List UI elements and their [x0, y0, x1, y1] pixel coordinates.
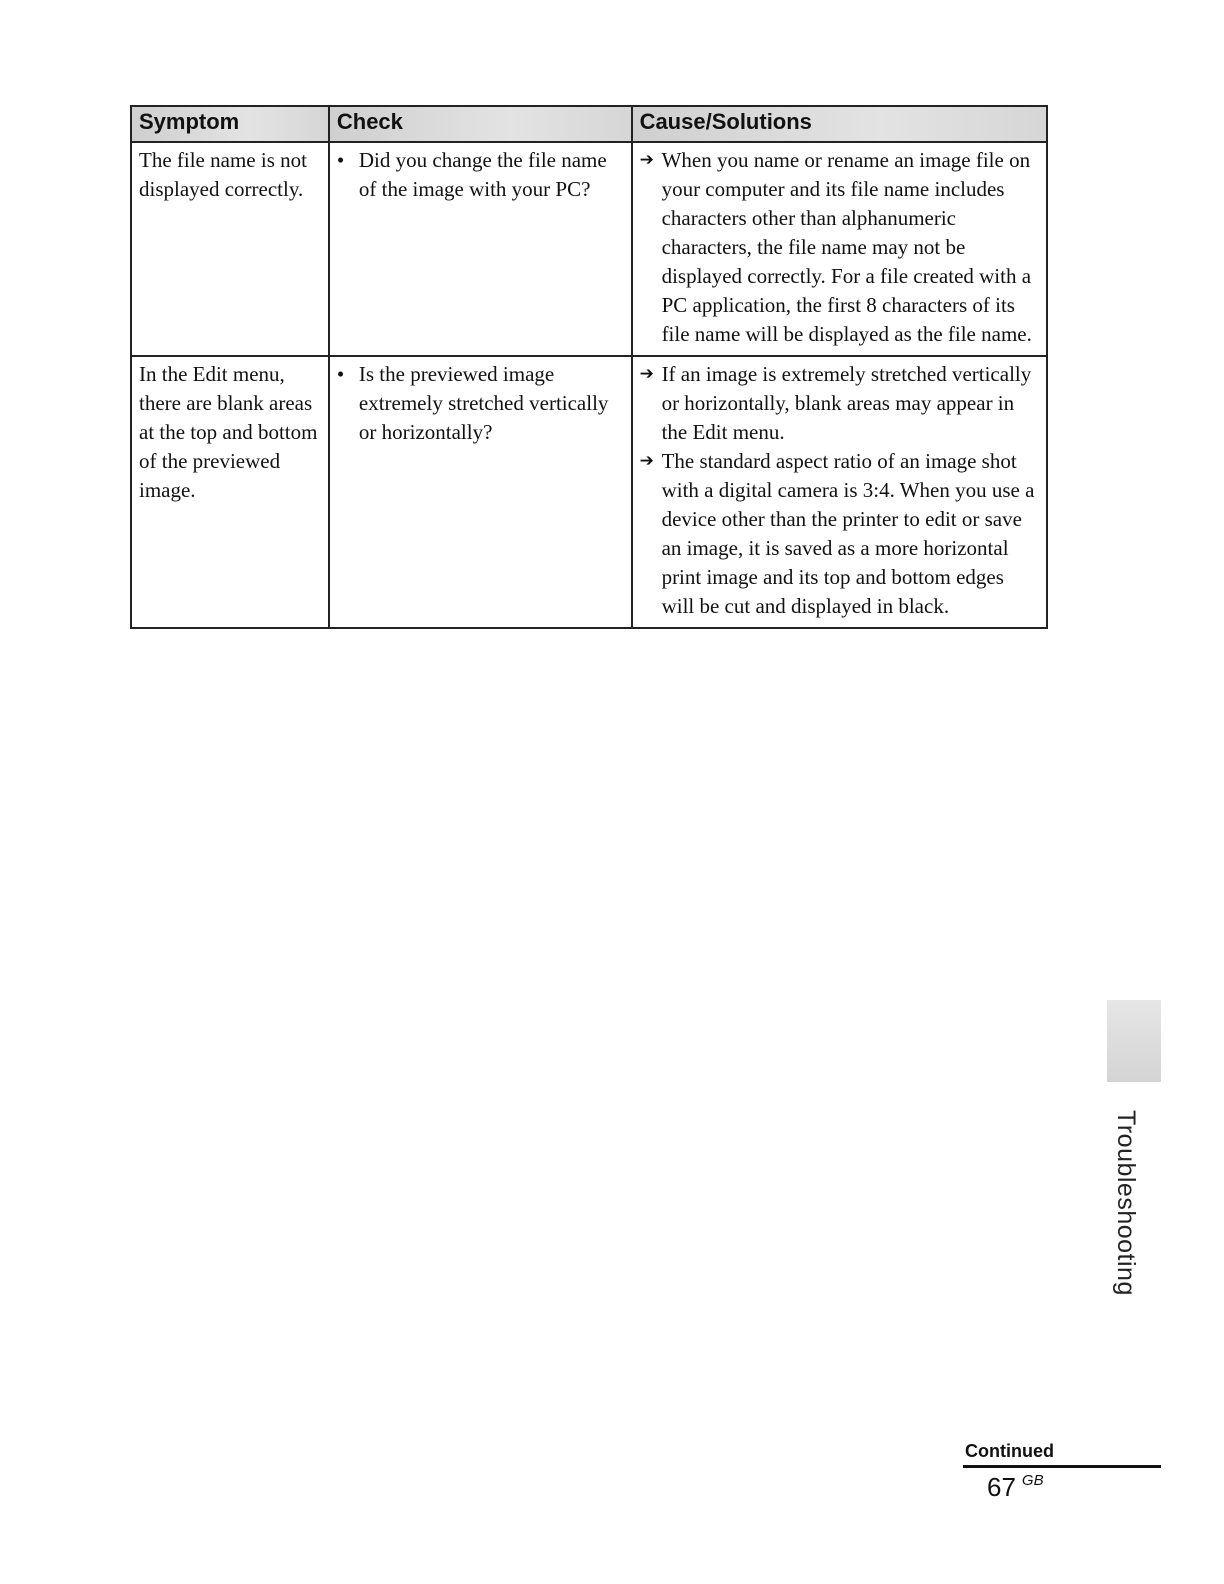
- solution-text: When you name or rename an image file on your computer and its file name includes characters other than alphanumeric characters, the file name may not be displayed correctly. For a file created with a PC application, the first 8 characters of its file name will be displayed as the file name.: [661, 148, 1032, 346]
- page-number-suffix: GB: [1021, 1472, 1044, 1489]
- section-tab-marker: [1107, 1000, 1161, 1082]
- check-cell: [329, 142, 632, 356]
- table-row: [131, 142, 1047, 356]
- continued-label: Continued: [965, 1441, 1054, 1461]
- symptom-cell: The file name is not displayed correctly.: [131, 142, 329, 356]
- arrow-icon: ➔: [639, 150, 654, 170]
- cause-cell: [632, 142, 1047, 356]
- table-header-row: [131, 106, 1047, 142]
- arrow-icon: ➔: [639, 364, 654, 384]
- page-number: [987, 1472, 1044, 1503]
- symptom-cell: In the Edit menu, there are blank areas at the top and bottom of the previewed image.: [131, 356, 329, 628]
- check-cell: [329, 356, 632, 628]
- troubleshooting-table: [130, 105, 1048, 629]
- solution-item: [640, 447, 1039, 621]
- check-bullet-item: • Is the previewed image extremely stretched vertically or horizontally?: [337, 360, 624, 447]
- footer-divider: [963, 1465, 1161, 1468]
- table-row: [131, 356, 1047, 628]
- check-bullet-item: • Did you change the file name of the image with your PC?: [337, 146, 624, 204]
- header-cause-solutions: Cause/Solutions: [632, 106, 1047, 142]
- page-number-value: 67: [987, 1472, 1016, 1502]
- header-symptom: Symptom: [131, 106, 329, 142]
- solution-item: [640, 360, 1039, 447]
- solution-text: The standard aspect ratio of an image shot with a digital camera is 3:4. When you use a device other than the printer to edit or save an image, it is saved as a more horizontal print image and its top and bottom edges will be cut and displayed in black.: [661, 449, 1035, 618]
- cause-cell: [632, 356, 1047, 628]
- solution-item: [640, 146, 1039, 349]
- section-side-label: Troubleshooting: [1112, 1110, 1140, 1296]
- solution-text: If an image is extremely stretched vertically or horizontally, blank areas may appear in the Edit menu.: [661, 362, 1032, 444]
- arrow-icon: ➔: [639, 451, 654, 471]
- header-check: Check: [329, 106, 632, 142]
